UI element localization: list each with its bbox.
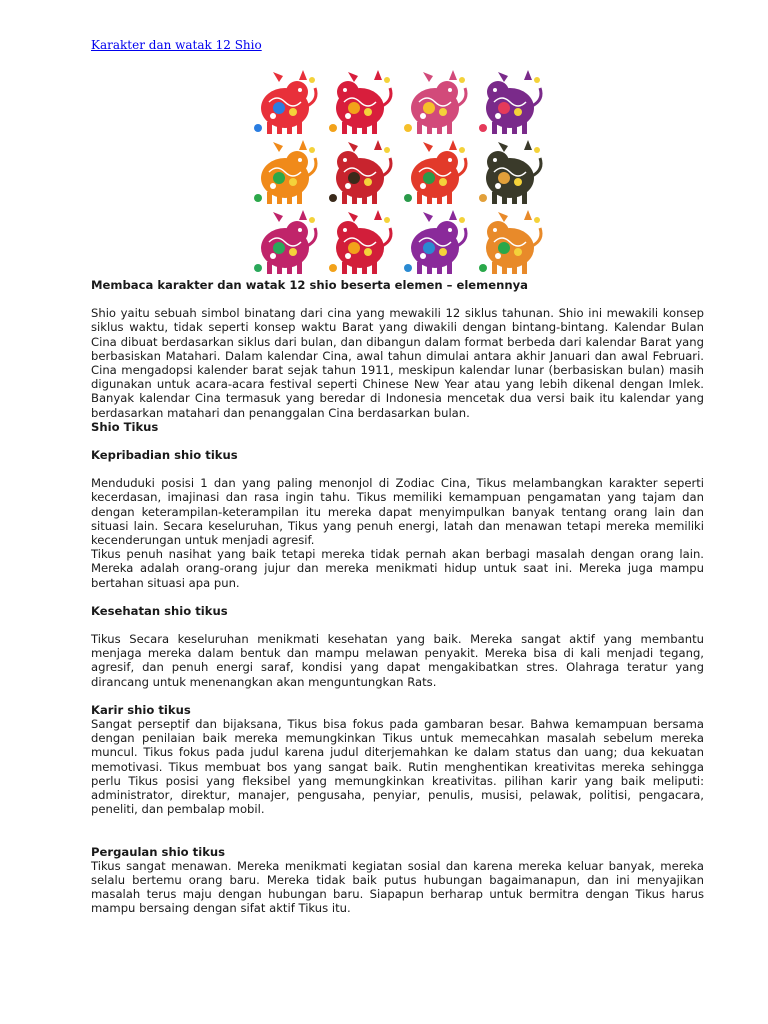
tiger-papercut — [254, 140, 316, 204]
pergaulan-paragraph: Tikus sangat menawan. Mereka menikmati kegiatan sosial dan karena mereka keluar banyak, mereka selalu bertemu orang baru. Mereka tidak baik putus hubungan bagaimanapun, dan ini menyajikan masalah terus maju dengan hubungan baru. Siapapun berharap untuk bermitra dengan Tikus harus mampu bersaing dengan sifat aktif Tikus itu. — [91, 858, 704, 916]
karir-paragraph: Sangat perseptif dan bijaksana, Tikus bisa fokus pada gambaran besar. Bahwa kemampuan bersama dengan penilaian baik mereka memungkinkan Tikus untuk memecahkan masalah sebelum mereka muncul. Tikus fokus pada judul karena judul diterjemahkan ke dalam status dan uang; dua kekuatan memotivasi. Tikus membuat bos yang sangat baik. Rutin menghentikan kreativitas mereka sehingga perlu Tikus posisi yang fleksibel yang memungkinkan kreativitas. pilihan karir yang baik meliputi: administrator, direktur, manajer, pengusaha, penyiar, penulis, musisi, pelawak, politisi, pengacara, peneliti, dan pembalap mobil. — [91, 717, 704, 817]
karir-heading: Karir shio tikus — [91, 702, 191, 717]
horse-papercut — [329, 210, 391, 274]
kesehatan-heading: Kesehatan shio tikus — [91, 603, 228, 618]
article-body — [91, 278, 704, 916]
rabbit-papercut — [254, 70, 316, 134]
kepribadian-paragraph-1: Menduduki posisi 1 dan yang paling menonjol di Zodiac Cina, Tikus melambangkan karakter seperti kecerdasan, imajinasi dan rasa ingin tahu. Tikus memiliki kemampuan pengamatan yang tajam dan dengan keterampilan-keterampilan itu mereka dapat menyimpulkan banyak tentang orang lain dan situasi lain. Secara keseluruhan, Tikus yang penuh energi, latah dan menawan tetapi mereka memiliki kecenderungan untuk menjadi agresif. — [91, 476, 704, 548]
rooster-papercut — [329, 140, 391, 204]
monkey-papercut — [404, 70, 466, 134]
dragon-papercut — [404, 140, 466, 204]
intro-paragraph: Shio yaitu sebuah simbol binatang dari cina yang mewakili 12 siklus tahunan. Shio ini mewakili konsep siklus waktu, tidak seperti konsep waktu Barat yang diwakili dengan bintang-bintang. Kalendar Bulan Cina dibuat berdasarkan siklus dari bulan, dan dibangun dalam format berbeda dari kalendar Barat yang berbasiskan Matahari. Dalam kalendar Cina, awal tahun dimulai antara akhir Januari dan awal Februari. Cina mengadopsi kalender barat sejak tahun 1911, meskipun kalendar lunar (berbasiskan bulan) masih digunakan untuk acara-acara festival seperti Chinese New Year atau yang lebih dikenal dengan Imlek. Banyak kalendar Cina termasuk yang beredar di Indonesia mencetak dua versi baik itu kalendar yang berdasarkan matahari dan penanggalan Cina berdasarkan bulan. — [91, 306, 704, 420]
pig-papercut — [404, 210, 466, 274]
kesehatan-paragraph: Tikus Secara keseluruhan menikmati kesehatan yang baik. Mereka sangat aktif yang membantu menjaga mereka dalam bentuk dan mampu melawan penyakit. Mereka bisa di kali menjadi tegang, agresif, dan penuh energi saraf, kondisi yang dapat mengakibatkan stres. Olahraga teratur yang dirancang untuk menenangkan akan menguntungkan Rats. — [91, 632, 704, 689]
goat-papercut — [479, 210, 541, 274]
snake-papercut — [329, 70, 391, 134]
article-subtitle: Membaca karakter dan watak 12 shio beserta elemen – elemennya — [91, 278, 528, 292]
kepribadian-paragraph-2: Tikus penuh nasihat yang baik tetapi mereka tidak pernah akan berbagi masalah dengan orang lain. Mereka adalah orang-orang jujur dan mereka menikmati hidup untuk saat ini. Mereka juga mampu bertahan situasi apa pun. — [91, 547, 704, 590]
dog-papercut — [479, 140, 541, 204]
title-link[interactable]: Karakter dan watak 12 Shio — [91, 38, 262, 52]
shio-tikus-heading: Shio Tikus — [91, 419, 159, 434]
ox-papercut — [479, 70, 541, 134]
zodiac-papercut-image — [248, 68, 548, 280]
zodiac-figure — [248, 68, 548, 280]
pergaulan-heading: Pergaulan shio tikus — [91, 844, 226, 859]
kepribadian-heading: Kepribadian shio tikus — [91, 448, 238, 463]
rat-papercut — [254, 210, 316, 274]
